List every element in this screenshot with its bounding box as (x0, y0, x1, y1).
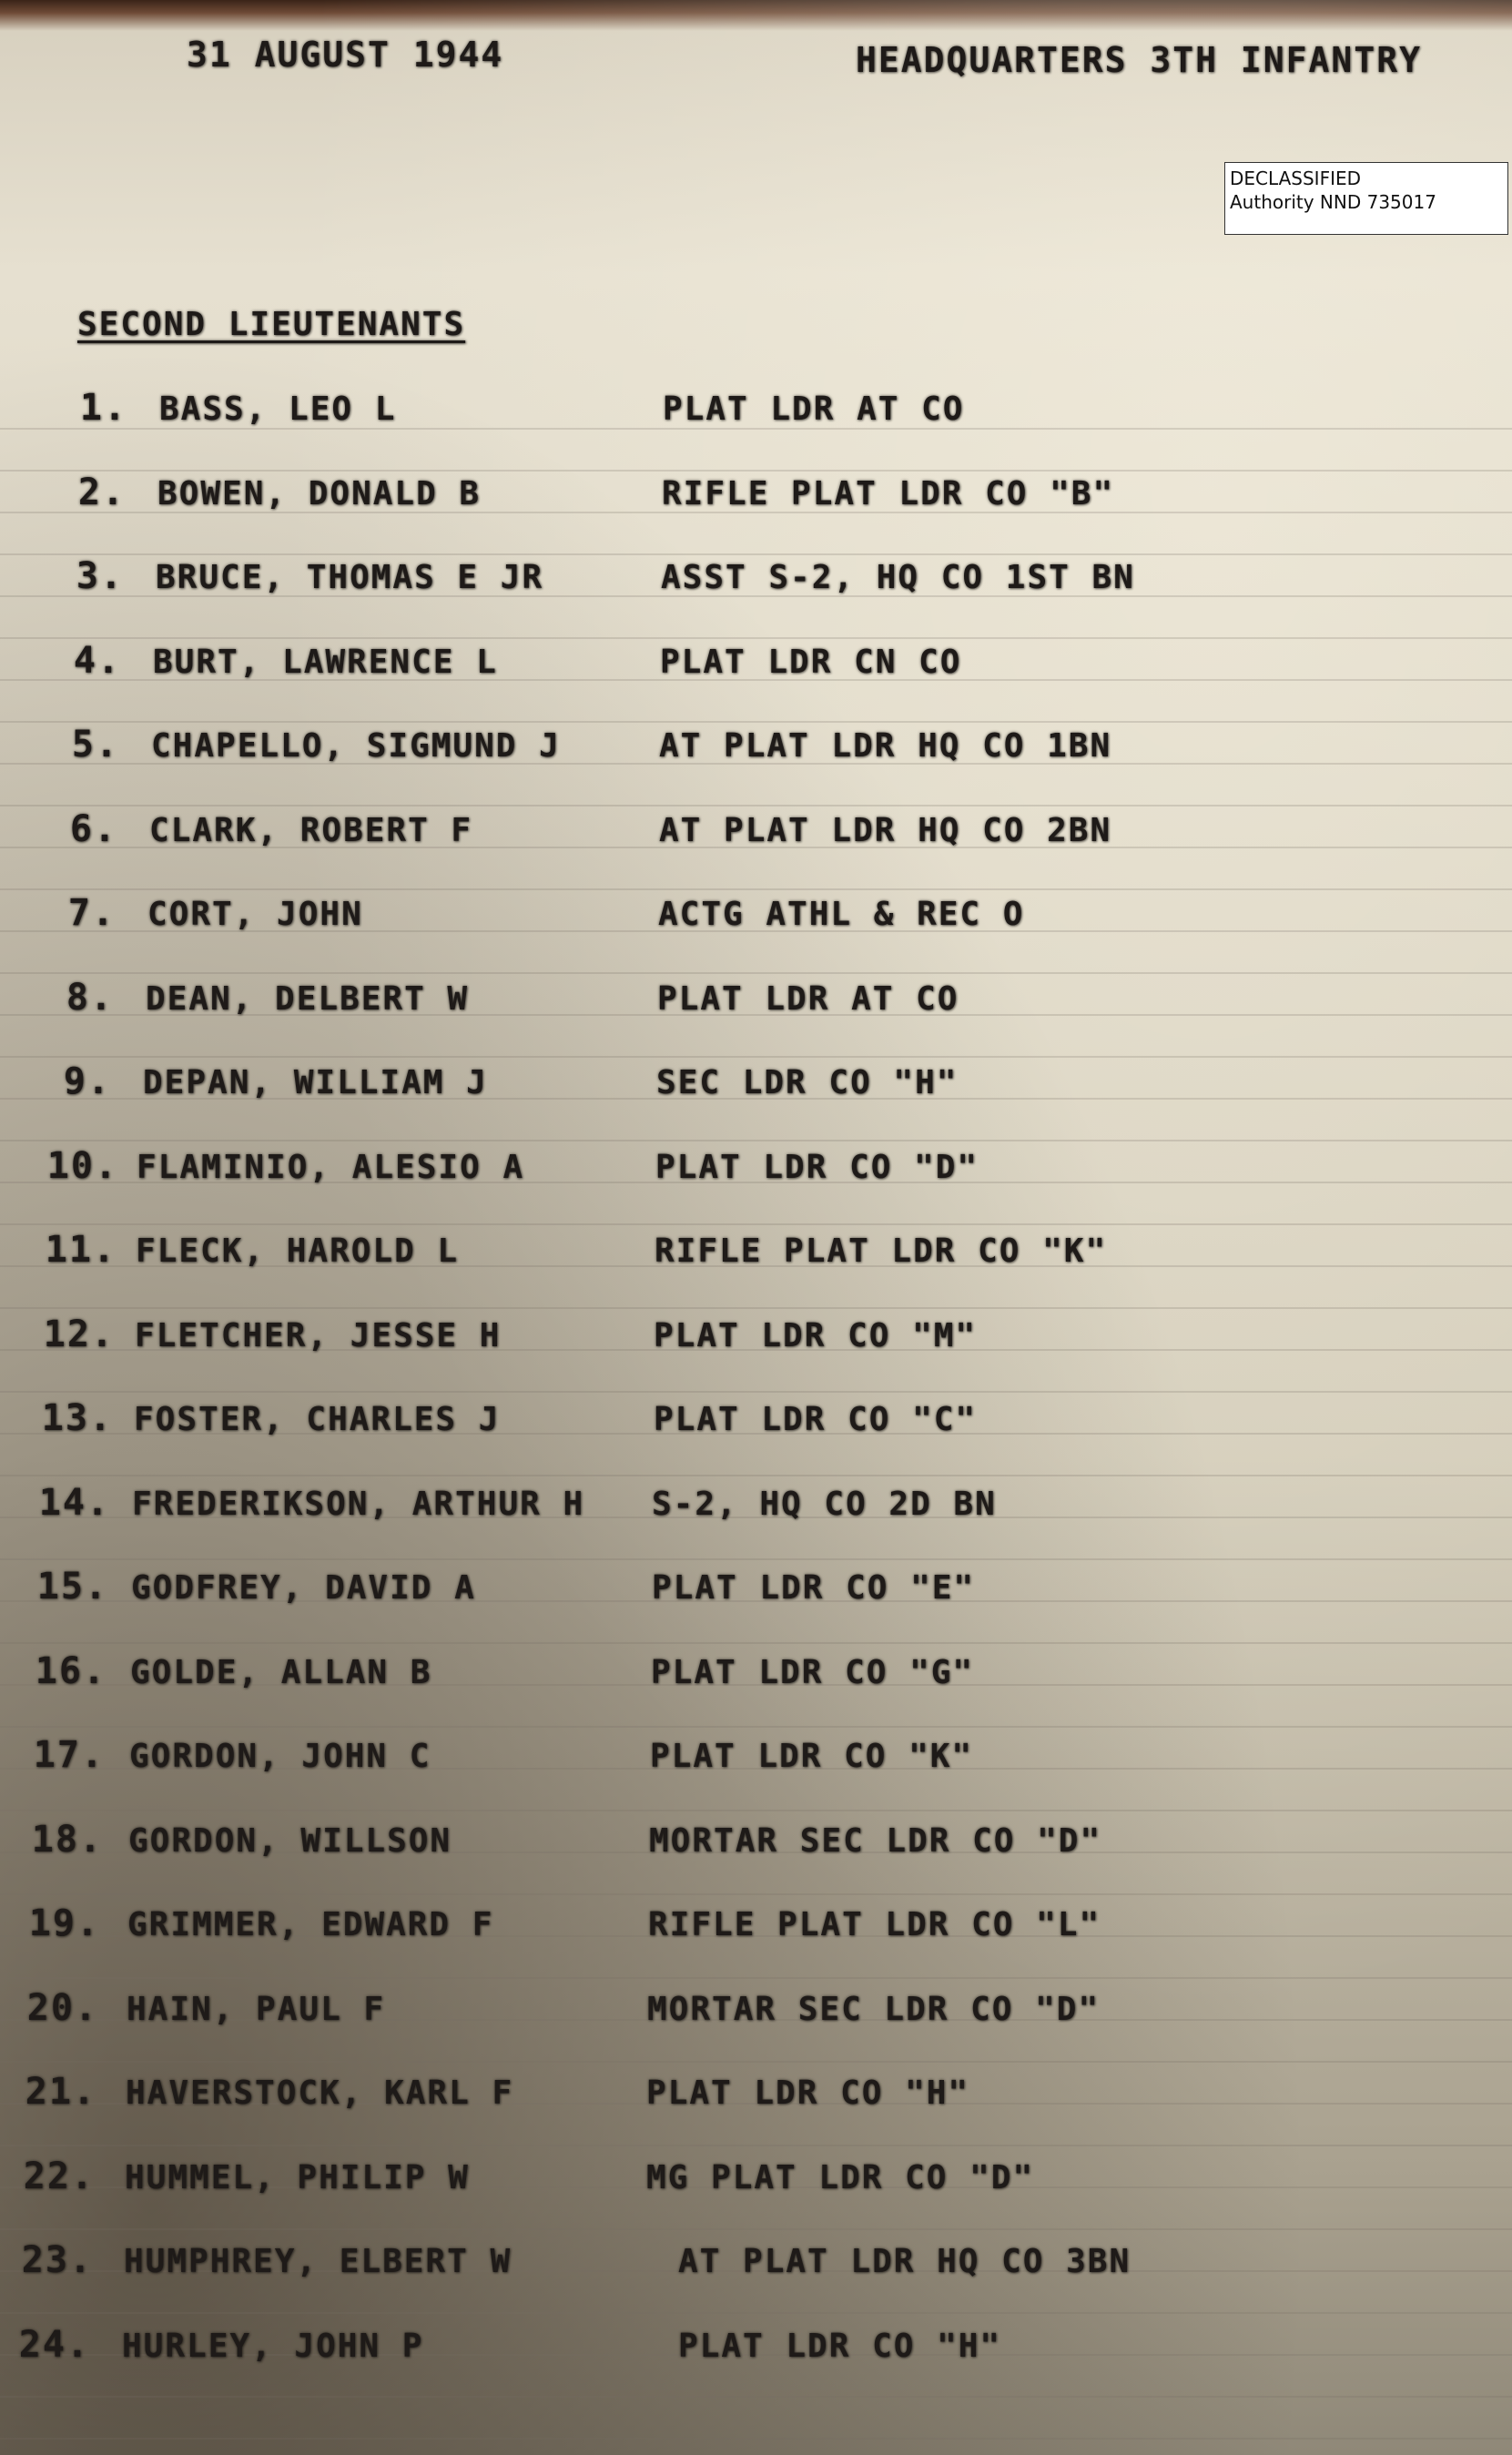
entry-number: 18. (31, 1819, 103, 1861)
officer-assignment: PLAT LDR CO "H" (678, 2328, 1002, 2365)
entry-number: 22. (23, 2156, 95, 2197)
officer-name: BRUCE, THOMAS E JR (156, 559, 544, 596)
entry-number: 14. (38, 1482, 110, 1524)
entry-number: 11. (45, 1229, 117, 1271)
stamp-authority-label: Authority NND 735017 (1230, 191, 1436, 213)
officer-name: HUMMEL, PHILIP W (125, 2159, 470, 2196)
list-item (0, 1987, 1512, 2045)
officer-name: GORDON, WILLSON (128, 1822, 452, 1860)
list-item (0, 1566, 1512, 1624)
list-item (0, 1734, 1512, 1792)
entry-number: 2. (77, 472, 126, 513)
officer-assignment: PLAT LDR CO "E" (652, 1569, 976, 1607)
officer-assignment: PLAT LDR AT CO (657, 980, 959, 1018)
officer-assignment: PLAT LDR CO "M" (654, 1317, 978, 1354)
officer-name: GRIMMER, EDWARD F (127, 1906, 494, 1943)
list-item (0, 387, 1512, 445)
entry-number: 17. (33, 1734, 105, 1776)
officer-name: GODFREY, DAVID A (131, 1569, 476, 1607)
list-item (0, 2324, 1512, 2382)
officer-assignment: AT PLAT LDR HQ CO 2BN (659, 812, 1112, 849)
officer-assignment: PLAT LDR AT CO (663, 391, 965, 428)
officer-name: HURLEY, JOHN P (122, 2328, 424, 2365)
list-item (0, 2071, 1512, 2129)
entry-number: 20. (26, 1987, 98, 2029)
list-item (0, 977, 1512, 1035)
officer-assignment: S-2, HQ CO 2D BN (652, 1486, 997, 1523)
officer-assignment: PLAT LDR CN CO (660, 644, 962, 681)
officer-assignment: RIFLE PLAT LDR CO "K" (655, 1233, 1108, 1270)
entry-number: 15. (36, 1566, 108, 1608)
officer-assignment: MG PLAT LDR CO "D" (646, 2159, 1035, 2196)
list-item (0, 724, 1512, 782)
officer-name: DEAN, DELBERT W (146, 980, 470, 1018)
officer-assignment: MORTAR SEC LDR CO "D" (647, 1991, 1101, 2028)
officer-name: HUMPHREY, ELBERT W (124, 2243, 512, 2280)
officer-name: BOWEN, DONALD B (157, 475, 482, 512)
list-item (0, 1650, 1512, 1709)
list-item (0, 1819, 1512, 1877)
list-item (0, 1314, 1512, 1372)
entry-number: 19. (28, 1902, 100, 1944)
officer-name: GOLDE, ALLAN B (130, 1654, 432, 1691)
entry-number: 24. (18, 2324, 90, 2366)
stamp-declassified-label: DECLASSIFIED (1230, 167, 1362, 189)
entry-number: 12. (43, 1314, 115, 1355)
officer-assignment: PLAT LDR CO "H" (646, 2075, 970, 2112)
officer-assignment: ACTG ATHL & REC O (658, 896, 1025, 933)
officer-assignment: AT PLAT LDR HQ CO 3BN (678, 2243, 1131, 2280)
officer-assignment: PLAT LDR CO "G" (651, 1654, 975, 1691)
officer-name: FOSTER, CHARLES J (134, 1401, 501, 1438)
officer-name: CHAPELLO, SIGMUND J (151, 727, 561, 765)
officer-assignment: AT PLAT LDR HQ CO 1BN (659, 727, 1112, 765)
entry-number: 1. (79, 387, 127, 429)
officer-name: HAVERSTOCK, KARL F (126, 2075, 514, 2112)
entry-number: 5. (71, 724, 119, 766)
officer-name: CLARK, ROBERT F (149, 812, 473, 849)
entry-number: 6. (69, 808, 117, 850)
document-unit-heading: HEADQUARTERS 3TH INFANTRY (856, 40, 1422, 80)
list-item (0, 892, 1512, 950)
officer-name: CORT, JOHN (147, 896, 363, 933)
entry-number: 9. (63, 1060, 111, 1102)
entry-number: 23. (21, 2239, 93, 2281)
officer-name: HAIN, PAUL F (127, 1991, 386, 2028)
officer-assignment: RIFLE PLAT LDR CO "L" (648, 1906, 1101, 1943)
list-item (0, 1902, 1512, 1961)
officer-name: FLAMINIO, ALESIO A (137, 1149, 525, 1186)
officer-name: FLECK, HAROLD L (136, 1233, 460, 1270)
officer-assignment: PLAT LDR CO "C" (654, 1401, 978, 1438)
entry-number: 10. (46, 1145, 118, 1187)
officer-assignment: PLAT LDR CO "K" (650, 1738, 974, 1775)
officer-name: FLETCHER, JESSE H (135, 1317, 502, 1354)
document-date: 31 AUGUST 1944 (187, 35, 504, 75)
entry-number: 4. (73, 640, 121, 682)
officer-name: GORDON, JOHN C (129, 1738, 431, 1775)
entry-number: 8. (66, 977, 114, 1019)
list-item (0, 472, 1512, 530)
list-item (0, 1145, 1512, 1203)
officer-name: FREDERIKSON, ARTHUR H (132, 1486, 585, 1523)
officer-name: BURT, LAWRENCE L (153, 644, 498, 681)
officer-name: DEPAN, WILLIAM J (143, 1064, 488, 1101)
officer-assignment: MORTAR SEC LDR CO "D" (649, 1822, 1102, 1860)
list-item (0, 555, 1512, 614)
officer-assignment: ASST S-2, HQ CO 1ST BN (661, 559, 1135, 596)
entry-number: 16. (35, 1650, 107, 1692)
list-item (0, 2239, 1512, 2298)
list-item (0, 2156, 1512, 2214)
list-item (0, 1060, 1512, 1119)
list-item (0, 1397, 1512, 1456)
list-item (0, 1229, 1512, 1287)
entry-number: 13. (41, 1397, 113, 1439)
entry-number: 21. (25, 2071, 96, 2113)
list-item (0, 808, 1512, 867)
list-item (0, 1482, 1512, 1540)
section-heading: SECOND LIEUTENANTS (77, 306, 466, 343)
officer-assignment: PLAT LDR CO "D" (655, 1149, 979, 1186)
list-item (0, 640, 1512, 698)
officer-assignment: SEC LDR CO "H" (656, 1064, 959, 1101)
officer-assignment: RIFLE PLAT LDR CO "B" (662, 475, 1115, 512)
entry-number: 7. (67, 892, 116, 934)
officer-name: BASS, LEO L (159, 391, 397, 428)
entry-number: 3. (76, 555, 124, 597)
